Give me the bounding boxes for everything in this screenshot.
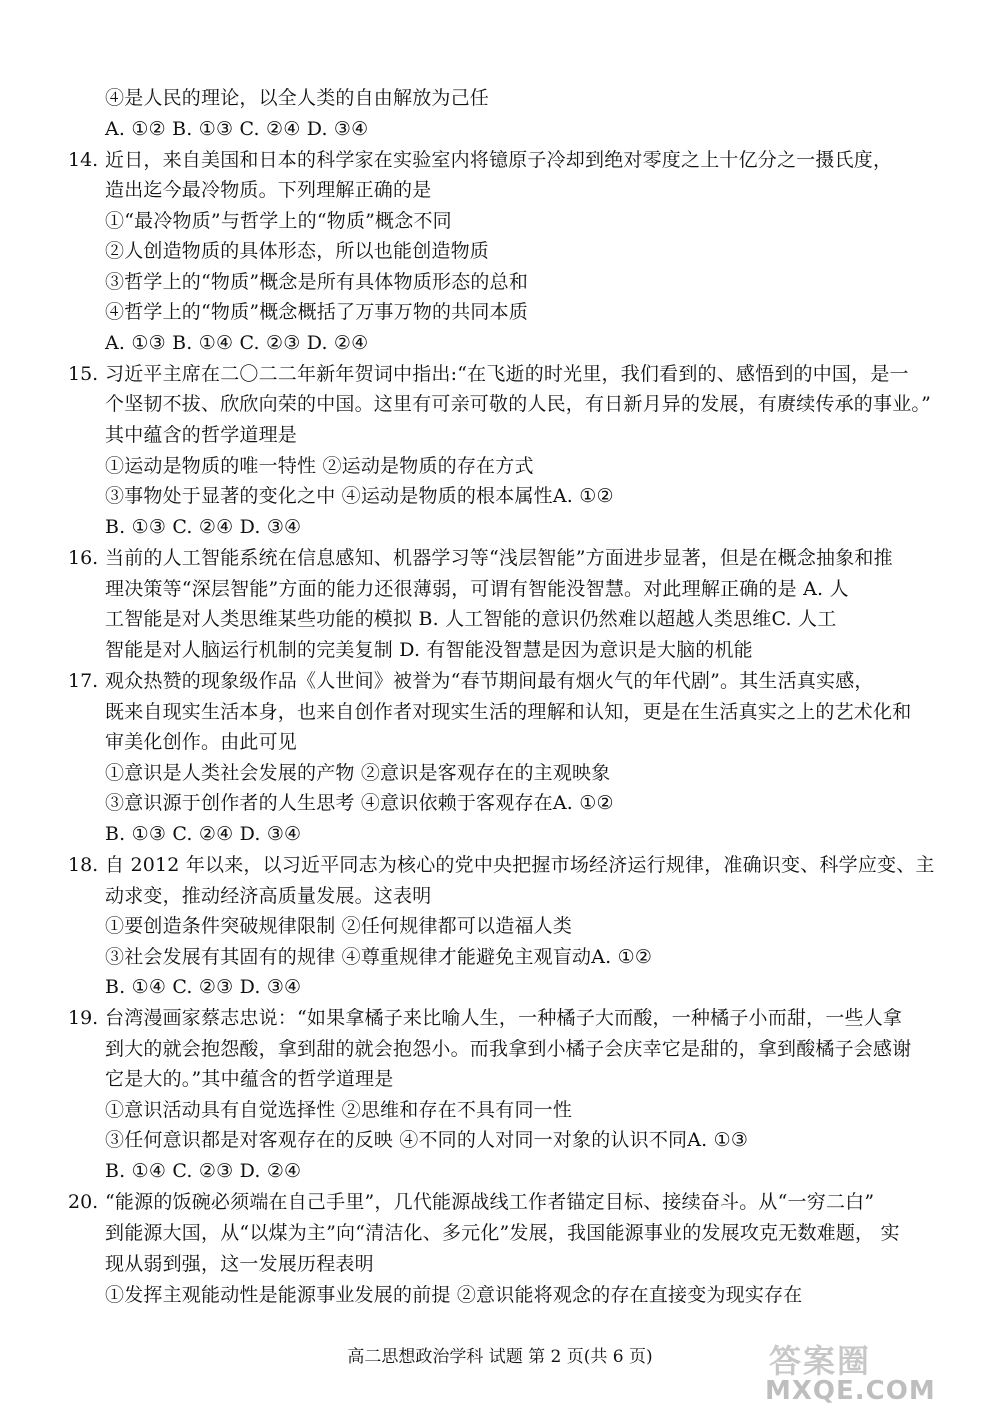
option-statement: ③意识源于创作者的人生思考 ④意识依赖于客观存在A. ①② bbox=[105, 792, 614, 814]
option-statement: ①意识是人类社会发展的产物 ②意识是客观存在的主观映象 bbox=[105, 762, 611, 784]
option-statement: ①运动是物质的唯一特性 ②运动是物质的存在方式 bbox=[105, 455, 534, 477]
option-statement: ③社会发展有其固有的规律 ④尊重规律才能避免主观盲动A. ①② bbox=[105, 946, 653, 968]
page-footer: 高二思想政治学科 试题 第 2 页(共 6 页) bbox=[347, 1347, 653, 1367]
question-text-line: 现从弱到强，这一发展历程表明 bbox=[105, 1253, 374, 1275]
option-statement: ①要创造条件突破规律限制 ②任何规律都可以造福人类 bbox=[105, 915, 573, 937]
question-text-line: 习近平主席在二〇二二年新年贺词中指出:“在飞逝的时光里，我们看到的、感悟到的中国，是一 bbox=[105, 363, 909, 385]
answer-choices: B. ①③ C. ②④ D. ③④ bbox=[105, 823, 302, 845]
option-statement: ③事物处于显著的变化之中 ④运动是物质的根本属性A. ①② bbox=[105, 485, 614, 507]
question-number: 15. bbox=[68, 363, 99, 385]
question-number: 14. bbox=[68, 149, 99, 171]
option-statement: ①发挥主观能动性是能源事业发展的前提 ②意识能将观念的存在直接变为现实存在 bbox=[105, 1284, 803, 1306]
question-text-line: 既来自现实生活本身，也来自创作者对现实生活的理解和认知，更是在生活真实之上的艺术化和 bbox=[105, 701, 912, 723]
question-number: 17. bbox=[68, 670, 99, 692]
question-text-line: 智能是对人脑运行机制的完美复制 D. 有智能没智慧是因为意识是大脑的机能 bbox=[105, 639, 753, 661]
question-text-line: 审美化创作。由此可见 bbox=[105, 731, 298, 753]
watermark-logo-text: 答案圈 bbox=[769, 1342, 872, 1380]
watermark-url: MXQE.COM bbox=[765, 1376, 936, 1406]
option-statement: ①“最冷物质”与哲学上的“物质”概念不同 bbox=[105, 210, 452, 232]
question-text-line: 它是大的。”其中蕴含的哲学道理是 bbox=[105, 1068, 394, 1090]
answer-choices: B. ①④ C. ②③ D. ③④ bbox=[105, 976, 302, 998]
option-statement: ③任何意识都是对客观存在的反映 ④不同的人对同一对象的认识不同A. ①③ bbox=[105, 1129, 749, 1151]
option-statement: ④哲学上的“物质”概念概括了万事万物的共同本质 bbox=[105, 301, 529, 323]
question-text-line: 理决策等“深层智能”方面的能力还很薄弱，可谓有智能没智慧。对此理解正确的是 A. 人 bbox=[105, 578, 849, 600]
question-text-line: 观众热赞的现象级作品《人世间》被誉为“春节期间最有烟火气的年代剧”。其生活真实感， bbox=[105, 670, 874, 692]
question-text-line: 近日，来自美国和日本的科学家在实验室内将镱原子冷却到绝对零度之上十亿分之一摄氏度， bbox=[105, 149, 893, 171]
question-text-line: 动求变，推动经济高质量发展。这表明 bbox=[105, 885, 432, 907]
question-number: 18. bbox=[68, 854, 99, 876]
q13-answer-choices: A. ①② B. ①③ C. ②④ D. ③④ bbox=[105, 118, 369, 140]
option-statement: ②人创造物质的具体形态，所以也能创造物质 bbox=[105, 240, 490, 262]
question-text-line: 台湾漫画家蔡志忠说：“如果拿橘子来比喻人生，一种橘子大而酸，一种橘子小而甜，一些人拿 bbox=[105, 1007, 903, 1029]
question-text-line: 到大的就会抱怨酸，拿到甜的就会抱怨小。而我拿到小橘子会庆幸它是甜的，拿到酸橘子会感谢 bbox=[105, 1038, 912, 1060]
option-statement: ①意识活动具有自觉选择性 ②思维和存在不具有同一性 bbox=[105, 1099, 573, 1121]
answer-choices: A. ①③ B. ①④ C. ②③ D. ②④ bbox=[105, 332, 369, 354]
question-text-line: 工智能是对人类思维某些功能的模拟 B. 人工智能的意识仍然难以超越人类思维C. 人工 bbox=[105, 608, 837, 630]
question-text-line: 到能源大国，从“以煤为主”向“清洁化、多元化”发展，我国能源事业的发展攻克无数难题， 实 bbox=[105, 1222, 900, 1244]
answer-choices: B. ①③ C. ②④ D. ③④ bbox=[105, 516, 302, 538]
option-statement: ③哲学上的“物质”概念是所有具体物质形态的总和 bbox=[105, 271, 529, 293]
question-text-line: “能源的饭碗必须端在自己手里”，几代能源战线工作者锚定目标、接续奋斗。从“一穷二白” bbox=[105, 1191, 875, 1213]
watermark-logo bbox=[765, 1336, 980, 1410]
question-number: 19. bbox=[68, 1007, 99, 1029]
question-number: 20. bbox=[68, 1191, 99, 1213]
question-text-line: 造出迄今最冷物质。下列理解正确的是 bbox=[105, 179, 432, 201]
q13-option-line: ④是人民的理论，以全人类的自由解放为己任 bbox=[105, 87, 490, 109]
question-number: 16. bbox=[68, 547, 99, 569]
answer-choices: B. ①④ C. ②③ D. ②④ bbox=[105, 1160, 302, 1182]
question-text-line: 当前的人工智能系统在信息感知、机器学习等“浅层智能”方面进步显著，但是在概念抽象和推 bbox=[105, 547, 893, 569]
question-text-line: 个坚韧不拔、欣欣向荣的中国。这里有可亲可敬的人民，有日新月异的发展，有赓续传承的事业。” bbox=[105, 393, 932, 415]
question-text-line: 其中蕴含的哲学道理是 bbox=[105, 424, 298, 446]
question-text-line: 自 2012 年以来，以习近平同志为核心的党中央把握市场经济运行规律，准确识变、科学应变、主 bbox=[105, 854, 935, 876]
